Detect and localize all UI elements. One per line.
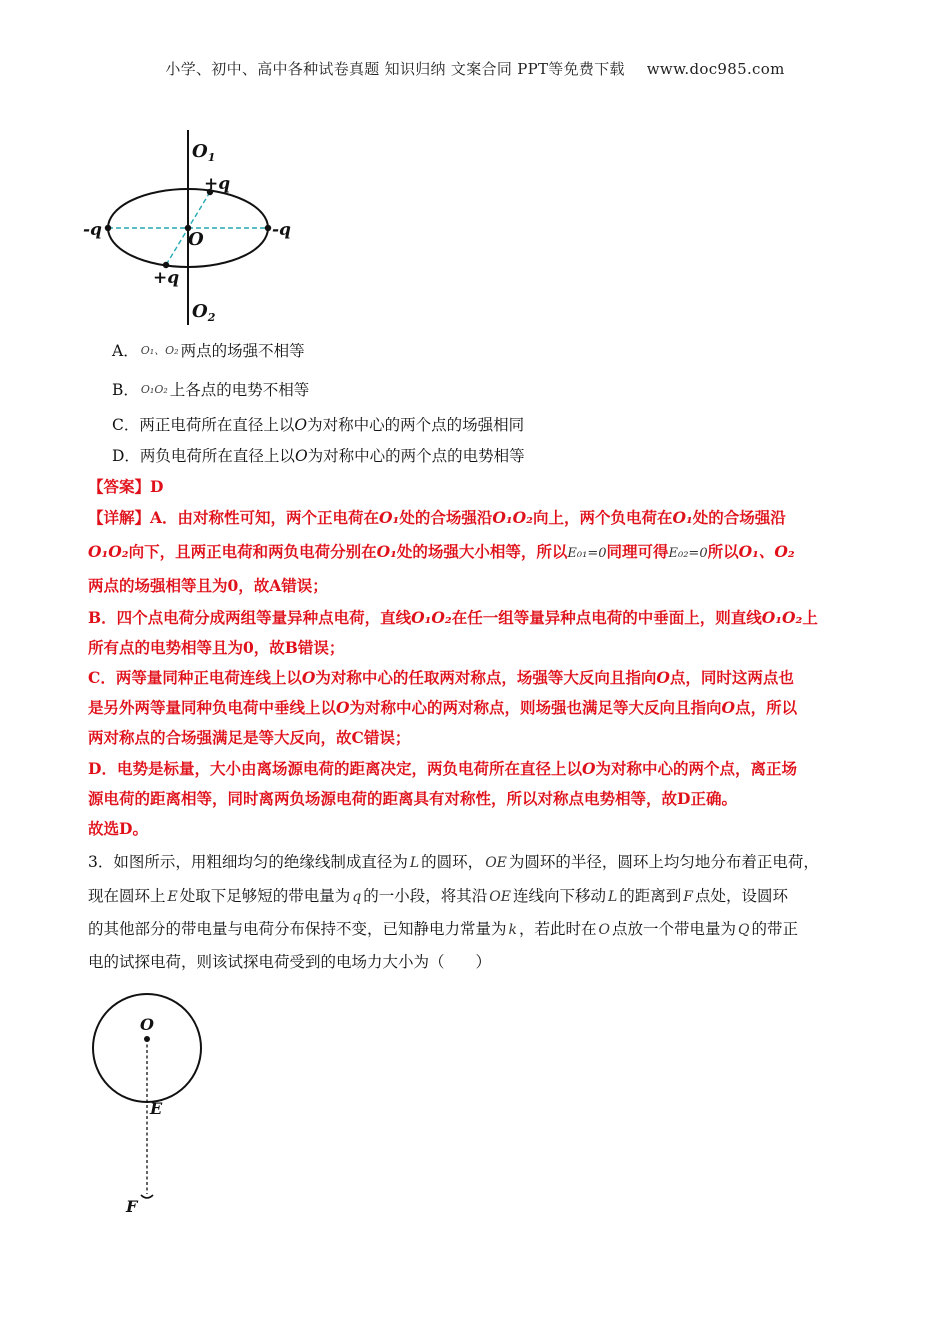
detail-line-11: 故选D。	[88, 819, 148, 838]
detail-line-5: 所有点的电势相等且为0，故B错误；	[88, 638, 345, 657]
charge-ring-diagram	[80, 125, 300, 330]
label-o-center: O	[188, 229, 204, 250]
label-e: E	[150, 1099, 163, 1118]
header-text: 小学、初中、高中各种试卷真题 知识归纳 文案合同 PPT等免费下载	[165, 60, 625, 78]
detail-line-6: C．两等量同种正电荷连线上以O为对称中心的任取两对称点，场强等大反向且指向O点，同时这两点也	[88, 668, 794, 687]
page-header	[0, 58, 950, 79]
option-c: C．两正电荷所在直径上以O为对称中心的两个点的场强相同	[112, 416, 525, 434]
detail-line-1: 【详解】A．由对称性可知，两个正电荷在O₁处的合场强沿O₁O₂向上，两个负电荷在O₁处的合场强沿	[88, 508, 786, 527]
detail-line-2: O₁O₂向下，且两正电荷和两负电荷分别在O₁处的场强大小相等，所以E₀₁=0同理可得E₀₂=0所以O₁、O₂	[88, 542, 795, 561]
detail-line-3: 两点的场强相等且为0，故A错误；	[88, 576, 328, 595]
label-minus-q-right: -q	[272, 220, 291, 240]
label-o1: $O_1$	[192, 141, 216, 164]
option-d: D．两负电荷所在直径上以O为对称中心的两个点的电势相等	[112, 447, 525, 465]
label-f: F	[126, 1197, 138, 1216]
ring-diagram	[80, 990, 220, 1220]
q3-line-4: 电的试探电荷，则该试探电荷受到的电场力大小为（ ）	[88, 953, 492, 971]
q3-line-1: 3．如图所示，用粗细均匀的绝缘线制成直径为 L 的圆环， OE 为圆环的半径，圆环上均匀地分布着正电荷，	[88, 853, 819, 871]
label-plus-q-bottom: +q	[153, 268, 180, 288]
detail-line-7: 是另外两等量同种负电荷中垂线上以O为对称中心的两对称点，则场强也满足等大反向且指向O点，所以	[88, 698, 798, 717]
segment-f-arc	[141, 1195, 153, 1198]
label-plus-q-top: +q	[204, 174, 231, 194]
detail-line-8: 两对称点的合场强满足是等大反向，故C错误；	[88, 728, 411, 747]
q3-line-3: 的其他部分的带电量与电荷分布保持不变，已知静电力常量为 k ，若此时在 O 点放一个带电量为 Q 的带正	[88, 920, 799, 938]
detail-line-9: D．电势是标量，大小由离场源电荷的距离决定，两负电荷所在直径上以O为对称中心的两个点，离正场	[88, 759, 797, 778]
answer-label: 【答案】D	[88, 477, 164, 496]
detail-line-10: 源电荷的距离相等，同时离两负场源电荷的距离具有对称性，所以对称点电势相等，故D正确。	[88, 789, 737, 808]
q3-line-2: 现在圆环上 E 处取下足够短的带电量为 q 的一小段，将其沿 OE 连线向下移动 L 的距离到 F 点处，设圆环	[88, 887, 789, 905]
detail-line-4: B．四个点电荷分成两组等量异种点电荷，直线O₁O₂在任一组等量异种点电荷的中垂面上，则直线O₁O₂上	[88, 608, 818, 627]
option-b: B． O₁O₂ 上各点的电势不相等	[112, 381, 310, 399]
option-a: A． O₁、O₂ 两点的场强不相等	[112, 342, 305, 360]
label-o: O	[140, 1015, 154, 1034]
label-o2: $O_2$	[192, 301, 216, 324]
label-minus-q-left: -q	[83, 220, 102, 240]
charge-minus-left-dot	[105, 225, 111, 231]
header-site: www.doc985.com	[646, 60, 785, 78]
charge-minus-right-dot	[265, 225, 271, 231]
